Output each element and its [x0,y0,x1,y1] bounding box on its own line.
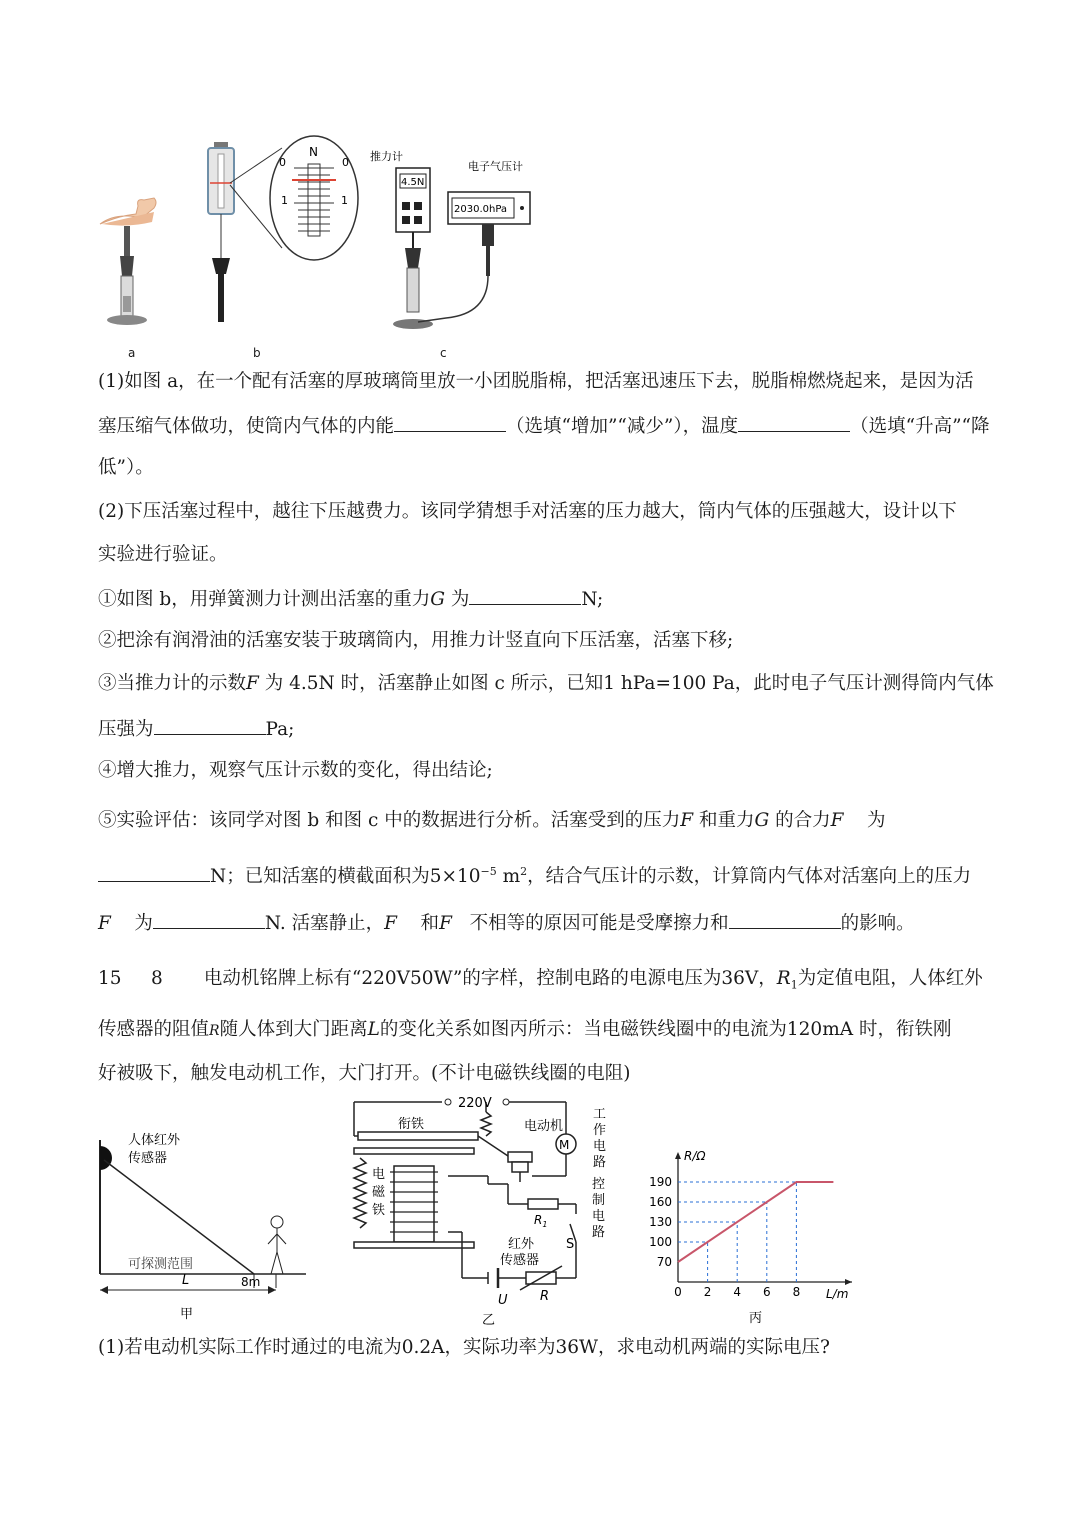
sensor-label-2: 传感器 [128,1151,168,1166]
y-tick-label: 190 [649,1174,672,1189]
figure-jia [92,1120,314,1328]
r-label: R [540,1289,550,1304]
control-circuit-1: 控 [592,1177,606,1192]
exponent: 2 [520,865,528,878]
answer-blank[interactable] [738,413,850,432]
u-label: U [498,1293,508,1308]
chart-series [678,1182,833,1262]
y-tick-label: 130 [649,1214,672,1229]
q14-step1 [98,586,603,612]
caption-bing: 丙 [749,1311,763,1326]
range-label: 可探测范围 [128,1257,194,1272]
text: ①如图 b，用弹簧测力计测出活塞的重力 [98,589,431,610]
var-f: F [439,913,452,934]
x-tick-label: 0 [674,1285,682,1299]
sensor-label-2: 传感器 [500,1253,540,1268]
answer-blank[interactable] [98,863,210,882]
text: m [496,866,521,888]
text: 传感器的阻值 [98,1019,210,1040]
figure-bing-chart [640,1140,862,1328]
sensor-label-1: 红外 [508,1237,535,1252]
x-tick-label: 8 [792,1285,801,1299]
text: 电动机铭牌上标有“220V50W”的字样，控制电路的电源电压为36V， [203,968,777,989]
r1-label: $R_1$ [534,1213,548,1229]
var-r1: R [776,968,791,989]
armature-label: 衔铁 [398,1117,425,1132]
text: （选填“升高”“降 [850,416,990,437]
control-circuit-3: 电 [592,1209,606,1224]
text: 为 4.5N 时，活塞静止如图 c 所示，已知1 hPa=100 Pa，此时电子气压计测得筒内气体 [264,673,994,694]
figure-c-apparatus [393,168,530,329]
electromagnet-3: 铁 [372,1203,386,1218]
scale-unit: N [309,145,318,159]
distance-label: 8m [241,1275,261,1289]
y-tick-label: 100 [649,1234,672,1249]
q14-step5-line1 [98,809,886,833]
answer-blank[interactable] [153,910,265,929]
var-f: F [246,673,259,694]
text: N；已知活塞的横截面积为5×10 [210,866,481,888]
var-f-up: F [98,913,111,934]
text: 的变化关系如图丙所示：当电磁铁线圈中的电流为120mA 时，衔铁刚 [379,1019,952,1040]
var-g: G [754,810,770,831]
text: Pa; [265,719,295,740]
chart-guides [678,1182,796,1282]
q15-sub-question-1: (1)若电动机实际工作时通过的电流为0.2A，实际功率为36W，求电动机两端的实际电压? [98,1337,830,1358]
text: 压强为 [98,719,154,740]
text: N. 活塞静止， [264,913,385,934]
voltage-label: 220V [458,1096,492,1111]
text: N; [581,589,604,610]
q14-step5-line3 [98,910,915,936]
var-f: F [384,913,398,934]
text: 和 [420,913,440,934]
text: 为定值电阻，人体红外 [797,968,983,989]
l-label: L [182,1273,190,1288]
push-gauge-label: 推力计 [370,150,403,163]
person-icon [271,1216,283,1228]
piston-experiment-figure [96,128,546,360]
work-circuit-3: 电 [593,1139,607,1154]
sensor-label-1: 人体红外 [128,1133,181,1148]
scale-zero-right: 0 [342,156,349,169]
q15-line1 [98,967,983,998]
text: 不相等的原因可能是受摩擦力和 [469,913,729,934]
var-f: F [680,810,694,831]
caption-b: b [253,346,261,360]
text: ⑤实验评估：该同学对图 b 和图 c 中的数据进行分析。活塞受到的压力 [98,810,681,831]
text: 为 [134,913,153,934]
q14-step4: ④增大推力，观察气压计示数的变化，得出结论; [98,760,493,781]
x-axis-label: L/m [826,1287,849,1301]
var-r: R [209,1023,220,1039]
caption-c: c [440,346,447,360]
chart-axes [675,1152,852,1285]
text: ③当推力计的示数 [98,673,247,694]
figure-a-apparatus [100,198,156,325]
push-gauge-reading: 4.5N [401,177,425,188]
caption-jia: 甲 [180,1307,194,1322]
exponent: −5 [480,865,497,878]
scale-zero-left: 0 [279,156,286,169]
y-tick-label: 70 [656,1254,672,1269]
switch-label: S [566,1237,575,1252]
text: 塞压缩气体做功，使筒内气体的内能 [98,416,395,437]
q14-step3-line1 [98,672,994,696]
x-tick-label: 6 [762,1285,771,1299]
text: （选填“增加”“减少”），温度 [506,416,739,437]
text: 的合力 [775,810,831,831]
caption-a: a [128,346,136,360]
work-circuit-2: 作 [593,1123,607,1138]
answer-blank[interactable] [469,586,581,605]
answer-blank[interactable] [154,716,266,735]
x-axis-arrow [845,1279,852,1285]
q14-part2-line1: (2)下压活塞过程中，越往下压越费力。该同学猜想手对活塞的压力越大，筒内气体的压强越大，设计以下 [98,501,957,522]
control-circuit-2: 制 [592,1193,606,1208]
answer-blank[interactable] [729,910,841,929]
var-f-net: F [830,810,844,831]
var-l: L [367,1019,380,1040]
sensor-icon [100,1146,112,1170]
text: ，结合气压计的示数，计算筒内气体对活塞向上的压力 [527,866,972,888]
motor-symbol: M [559,1138,570,1152]
figure-yi-circuit [348,1092,618,1328]
q14-step3-line2 [98,716,294,742]
text: 为 [450,589,470,610]
work-circuit-1: 工 [593,1107,607,1122]
scale-one-left: 1 [281,194,288,207]
y-tick-label: 160 [649,1194,672,1209]
pressure-gauge-reading: 2030.0hPa [454,204,508,215]
electromagnet-1: 电 [372,1167,386,1182]
electromagnet-2: 磁 [372,1185,386,1200]
work-circuit-4: 路 [593,1155,607,1170]
y-axis-label: R/Ω [684,1149,706,1163]
pressure-gauge-label: 电子气压计 [468,160,523,173]
q14-part1-line3: 低”）。 [98,457,154,478]
answer-blank[interactable] [394,413,506,432]
text: 和重力 [698,810,755,831]
caption-yi: 乙 [482,1313,496,1328]
q14-step5-line2 [98,860,971,889]
y-axis-arrow [675,1152,681,1159]
q15-line3: 好被吸下，触发电动机工作，大门打开。(不计电磁铁线圈的电阻) [98,1063,631,1084]
text: 的影响。 [840,913,915,934]
q14-step2: ②把涂有润滑油的活塞安装于玻璃筒内，用推力计竖直向下压活塞，活塞下移; [98,630,734,651]
series-line [678,1182,833,1262]
q15-line2 [98,1018,951,1043]
scale-one-right: 1 [341,194,348,207]
x-tick-label: 4 [733,1285,742,1299]
q14-part1-line2 [98,413,989,439]
question-number: 15 [98,968,122,989]
text: 随人体到大门距离 [219,1019,368,1040]
q14-part1-line1: (1)如图 a，在一个配有活塞的厚玻璃筒里放一小团脱脂棉，把活塞迅速压下去，脱脂棉燃烧起来，是因为活 [98,371,974,392]
text: 为 [867,810,886,831]
subscript: 1 [790,978,798,992]
var-g: G [430,589,446,610]
motor-label: 电动机 [524,1119,564,1134]
control-circuit-4: 路 [592,1225,606,1240]
q14-part2-line2: 实验进行验证。 [98,544,228,565]
x-tick-label: 2 [703,1285,712,1299]
question-score: 8 [150,968,163,989]
